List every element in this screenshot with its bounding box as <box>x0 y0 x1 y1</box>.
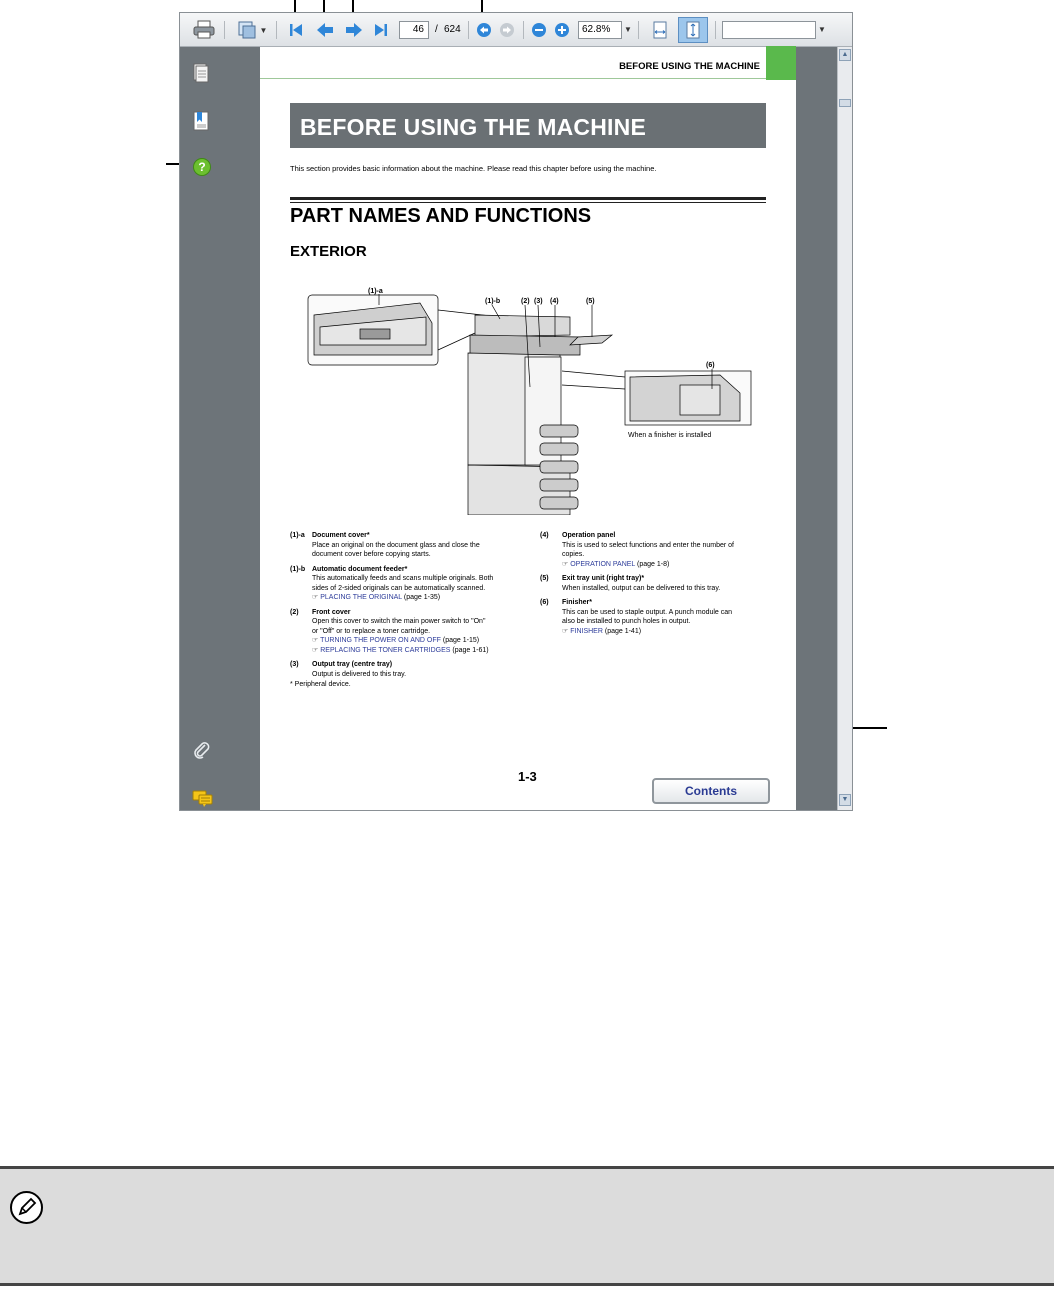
fit-page-icon <box>685 21 701 39</box>
zoom-out-button[interactable] <box>530 20 548 40</box>
zoom-tools-icon <box>235 20 259 40</box>
item-number: (1)-b <box>290 565 306 573</box>
callout-label-1a: (1)-a <box>368 288 383 295</box>
previous-view-button[interactable] <box>475 20 493 40</box>
item-number: (4) <box>540 532 549 539</box>
item-line: also be installed to punch holes in output. <box>562 618 691 625</box>
bookmarks-panel-icon <box>192 111 210 131</box>
next-page-button[interactable] <box>344 20 364 40</box>
item-reference: ☞ OPERATION PANEL (page 1-8) <box>562 560 670 568</box>
zoom-in-icon <box>554 22 570 38</box>
zoom-in-button[interactable] <box>553 20 571 40</box>
callout-label-6: (6) <box>706 362 715 369</box>
desc-item-2 <box>290 608 520 656</box>
machine-illustration <box>300 275 760 515</box>
next-view-button[interactable] <box>498 20 516 40</box>
callout-line-next-page <box>352 0 354 12</box>
chapter-tab-marker <box>766 46 796 80</box>
item-line: This is used to select functions and enter the number of <box>562 541 734 549</box>
reference-page: (page 1-41) <box>604 627 642 635</box>
left-description-column <box>290 531 520 690</box>
print-button[interactable] <box>192 20 216 40</box>
vertical-scrollbar[interactable] <box>837 47 852 810</box>
attachments-button[interactable] <box>192 741 212 766</box>
item-number: (6) <box>540 599 549 606</box>
chapter-title-banner: BEFORE USING THE MACHINE <box>290 103 766 148</box>
svg-text:?: ? <box>198 160 206 174</box>
item-title: Exit tray unit (right tray)* <box>562 575 645 582</box>
desc-item-3 <box>290 660 520 679</box>
section-rule <box>290 197 766 200</box>
running-header-text: BEFORE USING THE MACHINE <box>619 61 760 72</box>
print-icon <box>193 20 215 40</box>
current-page-input[interactable]: 46 <box>399 21 429 39</box>
note-pencil-icon <box>10 1191 43 1224</box>
toolbar-separator <box>638 21 639 39</box>
last-page-button[interactable] <box>371 20 391 40</box>
item-title: Front cover <box>312 608 351 616</box>
section-rule-thin <box>290 202 766 203</box>
toolbar-separator <box>523 21 524 39</box>
item-title: Operation panel <box>562 532 616 539</box>
page-separator: / <box>435 24 438 35</box>
next-view-icon <box>499 22 515 38</box>
scroll-up-arrow-icon[interactable]: ▲ <box>839 49 851 61</box>
callout-line-previous-page <box>323 0 325 12</box>
callout-line-previous-view <box>481 0 483 12</box>
pdf-viewer-window <box>179 12 853 811</box>
item-reference: ☞ TURNING THE POWER ON AND OFF (page 1-15) <box>312 637 480 644</box>
item-line: sides of 2-sided originals can be automatically scanned. <box>312 584 486 592</box>
previous-page-icon <box>316 22 334 38</box>
help-button[interactable] <box>192 157 212 182</box>
first-page-button[interactable] <box>286 20 306 40</box>
item-reference: ☞ FINISHER (page 1-41) <box>562 627 642 635</box>
navigation-pane <box>180 47 260 810</box>
desc-item-4 <box>540 531 770 569</box>
item-number: (1)-a <box>290 532 305 539</box>
toolbar-separator <box>468 21 469 39</box>
item-line: When installed, output can be delivered to this tray. <box>562 584 721 592</box>
pages-panel-button[interactable] <box>192 63 210 88</box>
running-header <box>260 57 796 79</box>
total-pages: 624 <box>444 24 461 35</box>
attachments-icon <box>192 741 212 761</box>
comments-button[interactable] <box>192 789 214 812</box>
contents-button[interactable]: Contents <box>652 778 770 804</box>
item-title: Output tray (centre tray) <box>312 661 393 668</box>
item-title: Automatic document feeder* <box>312 565 408 573</box>
callout-label-4: (4) <box>550 298 559 305</box>
toolbar <box>180 13 852 47</box>
section-title: PART NAMES AND FUNCTIONS <box>290 205 592 227</box>
item-number: (2) <box>290 608 299 616</box>
item-title: Document cover* <box>312 532 370 539</box>
reference-link[interactable]: TURNING THE POWER ON AND OFF <box>320 637 441 644</box>
finisher-caption: When a finisher is installed <box>628 432 712 439</box>
item-line: Open this cover to switch the main power switch to "On" <box>312 618 486 625</box>
help-icon <box>192 157 212 177</box>
scroll-down-arrow-icon[interactable]: ▼ <box>839 794 851 806</box>
toolbar-separator <box>224 21 225 39</box>
desc-item-5 <box>540 574 770 593</box>
item-title: Finisher* <box>562 599 592 606</box>
item-line: or "Off" or to replace a toner cartridge. <box>312 627 431 635</box>
chevron-down-icon: ▼ <box>259 25 268 35</box>
find-input[interactable] <box>722 21 816 39</box>
previous-page-button[interactable] <box>315 20 335 40</box>
toolbar-separator <box>276 21 277 39</box>
reference-link[interactable]: OPERATION PANEL <box>570 560 636 568</box>
desc-item-1b <box>290 565 520 603</box>
desc-item-1a <box>290 531 520 560</box>
footnote: * Peripheral device. <box>290 681 351 688</box>
zoom-tools-button[interactable] <box>234 20 268 40</box>
pages-panel-icon <box>192 63 210 83</box>
right-description-column <box>540 531 770 641</box>
first-page-icon <box>289 23 303 37</box>
next-page-icon <box>345 22 363 38</box>
toolbar-separator <box>715 21 716 39</box>
zoom-dropdown-chevron-icon[interactable]: ▼ <box>624 25 632 34</box>
note-box <box>0 1166 1054 1286</box>
item-line: Place an original on the document glass and close the <box>312 541 480 549</box>
callout-line-first-page <box>294 0 296 12</box>
comments-icon <box>192 789 214 807</box>
reference-page: (page 1-15) <box>442 637 480 644</box>
previous-view-icon <box>476 22 492 38</box>
item-line: Output is delivered to this tray. <box>312 670 407 678</box>
callout-label-3: (3) <box>534 298 543 305</box>
desc-item-6 <box>540 598 770 636</box>
reference-page: (page 1-8) <box>637 560 670 568</box>
zoom-level-input[interactable]: 62.8% <box>578 21 622 39</box>
item-reference: ☞ PLACING THE ORIGINAL (page 1-35) <box>312 594 441 601</box>
fit-page-button[interactable] <box>678 17 708 43</box>
item-number: (5) <box>540 575 549 582</box>
item-line: This automatically feeds and scans multiple originals. Both <box>312 575 494 582</box>
reference-page: (page 1-61) <box>452 646 489 654</box>
page-number: 1-3 <box>518 769 537 784</box>
item-line: copies. <box>562 551 585 558</box>
fit-width-icon <box>652 21 668 39</box>
right-margin-pane <box>796 47 837 810</box>
last-page-icon <box>374 23 388 37</box>
item-reference: ☞ REPLACING THE TONER CARTRIDGES (page 1-61) <box>312 646 489 654</box>
subsection-title: EXTERIOR <box>290 243 367 260</box>
callout-label-2: (2) <box>521 298 530 305</box>
reference-page: (page 1-35) <box>403 594 441 601</box>
bookmarks-panel-button[interactable] <box>192 111 210 136</box>
reference-link[interactable]: PLACING THE ORIGINAL <box>320 594 402 601</box>
item-line: This can be used to staple output. A punch module can <box>562 608 733 616</box>
reference-link[interactable]: FINISHER <box>570 627 603 635</box>
document-page <box>260 47 796 810</box>
find-dropdown-chevron-icon[interactable]: ▼ <box>818 25 826 34</box>
zoom-out-icon <box>531 22 547 38</box>
fit-width-button[interactable] <box>650 20 670 40</box>
item-number: (3) <box>290 661 299 668</box>
reference-link[interactable]: REPLACING THE TONER CARTRIDGES <box>320 646 451 654</box>
scroll-thumb[interactable] <box>839 99 851 107</box>
callout-label-1b: (1)-b <box>485 298 501 305</box>
item-line: document cover before copying starts. <box>312 551 431 558</box>
callout-label-5: (5) <box>586 298 595 305</box>
intro-text: This section provides basic information about the machine. Please read this chapter before using the machine. <box>290 164 657 173</box>
